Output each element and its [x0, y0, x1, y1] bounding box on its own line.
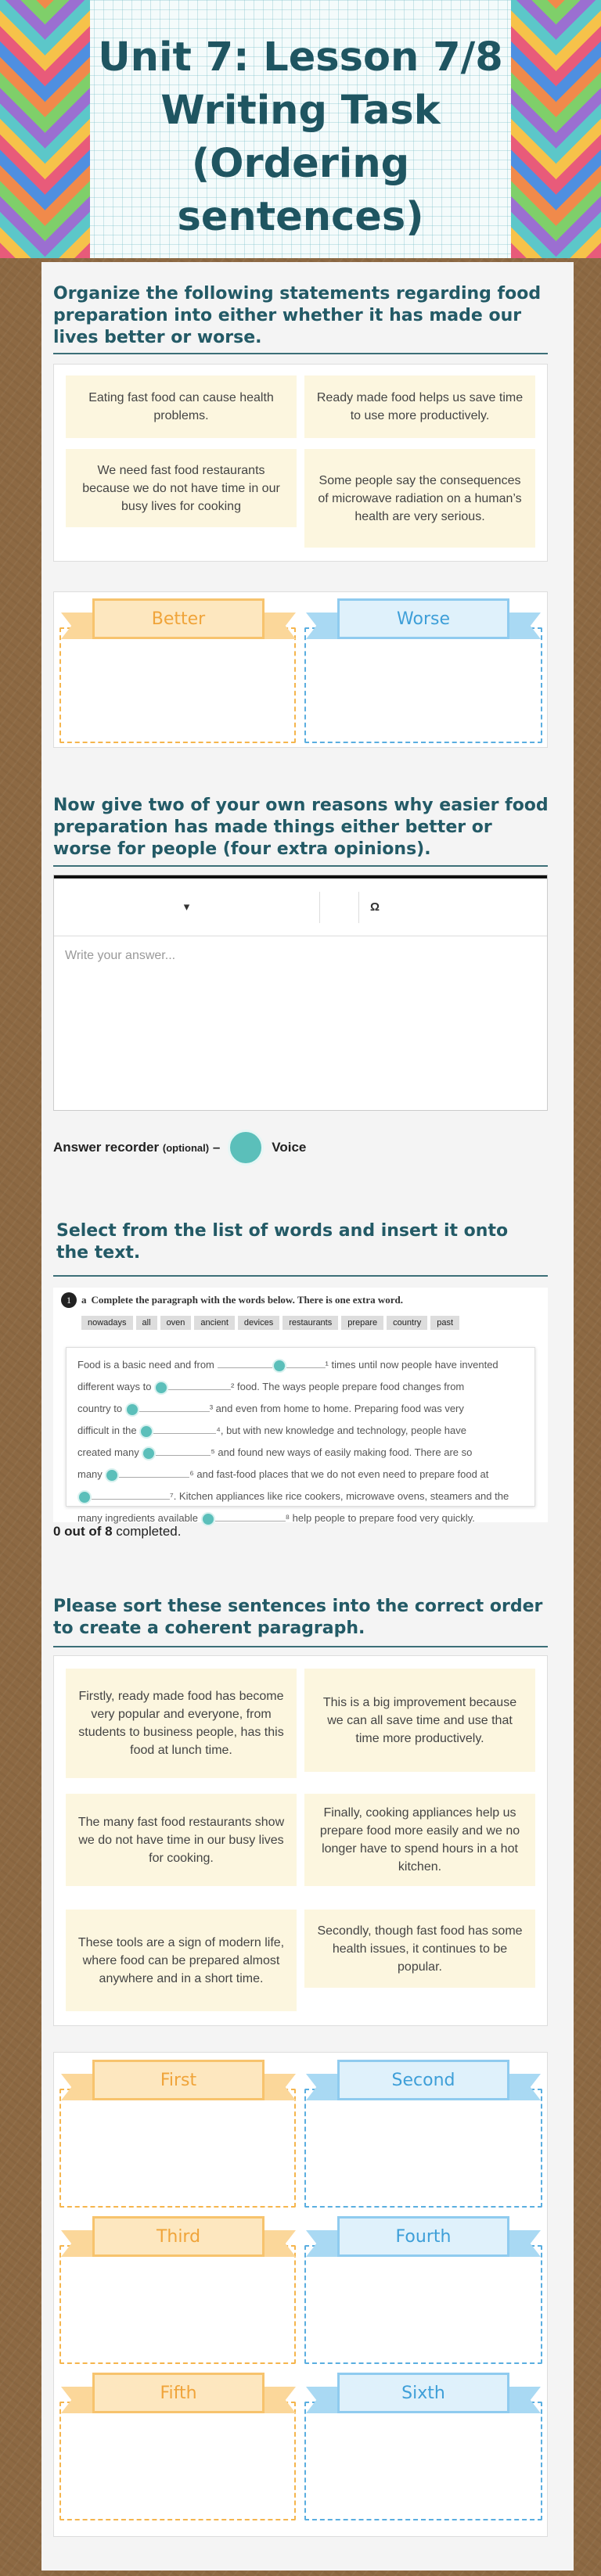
worse-ribbon	[306, 598, 541, 642]
word-option[interactable]: devices	[238, 1316, 279, 1330]
drop-zone-fifth[interactable]	[59, 2402, 296, 2520]
drop-zone-worse[interactable]	[304, 627, 542, 743]
gap-drop-target[interactable]	[142, 1446, 156, 1460]
sort-card[interactable]: These tools are a sign of modern life, where food can be prepared almost anywhere and in a short time.	[66, 1910, 297, 2011]
completion-score: 0 out of 8 completed.	[53, 1524, 182, 1539]
recorder-label: Answer recorder	[53, 1140, 160, 1155]
gap-drop-target[interactable]	[105, 1468, 119, 1482]
sort-card[interactable]: Secondly, though fast food has some health issues, it continues to be popular.	[304, 1910, 535, 1988]
format-dropdown[interactable]: ▾	[54, 892, 320, 923]
word-option[interactable]: prepare	[341, 1316, 383, 1330]
voice-label: Voice	[272, 1140, 307, 1155]
word-option[interactable]: country	[387, 1316, 427, 1330]
drag-card[interactable]: Ready made food helps us save time to use more productively.	[304, 375, 535, 438]
section1-rule	[53, 353, 548, 354]
sort-card[interactable]: Firstly, ready made food has become very popular and everyone, from students to business people, has this food at lunch time.	[66, 1669, 297, 1778]
section2-rule	[53, 865, 548, 867]
chevron-pattern-left	[0, 0, 90, 258]
sixth-label: Sixth	[337, 2373, 509, 2413]
drop-zone-sixth[interactable]	[304, 2402, 542, 2520]
sort-card[interactable]: This is a big improvement because we can all save time and use that time more productively.	[304, 1669, 535, 1772]
second-ribbon	[306, 2060, 541, 2104]
exercise-number: 1	[61, 1292, 77, 1308]
gap-drop-target[interactable]	[154, 1381, 168, 1395]
exercise-instruction: 1 a Complete the paragraph with the words below. There is one extra word.	[61, 1292, 403, 1308]
chevron-pattern-right	[511, 0, 601, 258]
better-label: Better	[92, 598, 265, 639]
recorder-optional: (optional)	[162, 1142, 210, 1154]
word-bank	[81, 1316, 459, 1330]
drag-card[interactable]: Eating fast food can cause health problems.	[66, 375, 297, 438]
gap-drop-target[interactable]	[139, 1425, 153, 1439]
fourth-ribbon	[306, 2216, 541, 2260]
first-ribbon	[61, 2060, 296, 2104]
fifth-label: Fifth	[92, 2373, 265, 2413]
section4-rule	[53, 1646, 548, 1647]
word-option[interactable]: all	[136, 1316, 157, 1330]
page-title: Unit 7: Lesson 7/8 Writing Task (Ordering sentences)	[98, 34, 503, 240]
header-banner	[0, 0, 601, 258]
drop-zone-third[interactable]	[59, 2245, 296, 2364]
drop-zone-better[interactable]	[59, 627, 296, 743]
drop-zone-fourth[interactable]	[304, 2245, 542, 2364]
sort-card[interactable]: Finally, cooking appliances help us prepare food more easily and we no longer have to spend hours in a hot kitchen.	[304, 1794, 535, 1886]
third-ribbon	[61, 2216, 296, 2260]
fourth-label: Fourth	[337, 2216, 509, 2257]
second-label: Second	[337, 2060, 509, 2100]
word-option[interactable]: ancient	[194, 1316, 234, 1330]
section1-heading: Organize the following statements regarding food preparation into either whether it has made our lives better or worse.	[53, 284, 542, 347]
worse-label: Worse	[337, 598, 509, 639]
drop-zone-first[interactable]	[59, 2089, 296, 2208]
word-option[interactable]: past	[430, 1316, 459, 1330]
drop-zone-second[interactable]	[304, 2089, 542, 2208]
section3-rule	[53, 1275, 548, 1277]
gap-drop-target[interactable]	[272, 1359, 286, 1373]
answer-textarea[interactable]: Write your answer...	[65, 949, 176, 962]
first-label: First	[92, 2060, 265, 2100]
drag-card[interactable]: We need fast food restaurants because we do not have time in our busy lives for cooking	[66, 449, 297, 527]
gap-drop-target[interactable]	[201, 1512, 215, 1526]
answer-editor	[53, 875, 548, 1111]
recorder-dash: –	[212, 1140, 221, 1155]
gap-fill-exercise	[53, 1288, 548, 1522]
word-option[interactable]: oven	[160, 1316, 192, 1330]
record-voice-button[interactable]	[228, 1130, 264, 1166]
answer-recorder	[53, 1130, 306, 1166]
sixth-ribbon	[306, 2373, 541, 2416]
section3-heading: Select from the list of words and insert it onto the text.	[56, 1221, 509, 1263]
third-label: Third	[92, 2216, 265, 2257]
fifth-ribbon	[61, 2373, 296, 2416]
special-char-button[interactable]: Ω	[369, 900, 380, 914]
section2-heading: Now give two of your own reasons why easier food preparation has made things either better or worse for people (four extra opinions).	[53, 796, 549, 859]
gap-drop-target[interactable]	[125, 1403, 139, 1417]
drag-card[interactable]: Some people say the consequences of microwave radiation on a human’s health are very serious.	[304, 449, 535, 548]
gap-drop-target[interactable]	[77, 1490, 92, 1504]
section4-heading: Please sort these sentences into the correct order to create a coherent paragraph.	[53, 1597, 543, 1638]
word-option[interactable]: restaurants	[283, 1316, 338, 1330]
word-option[interactable]: nowadays	[81, 1316, 133, 1330]
better-ribbon	[61, 598, 296, 642]
sort-card[interactable]: The many fast food restaurants show we do not have time in our busy lives for cooking.	[66, 1794, 297, 1886]
gap-fill-paragraph: Food is a basic need and from ¹ times until now people have invented different ways to ² food. The ways people prepare food changes from country to ³ and even from home to home. Preparing food was very difficult in the ⁴, but with new knowledge and technology, people have created many ⁵ and found new ways of easily making food. There are so many ⁶ and fast-food places that we do not even need to prepare food at ⁷. Kitchen appliances like rice cookers, microwave ovens, steamers and the many ingredients available ⁸ help people to prepare food very quickly.	[66, 1347, 535, 1507]
editor-toolbar	[54, 875, 547, 936]
